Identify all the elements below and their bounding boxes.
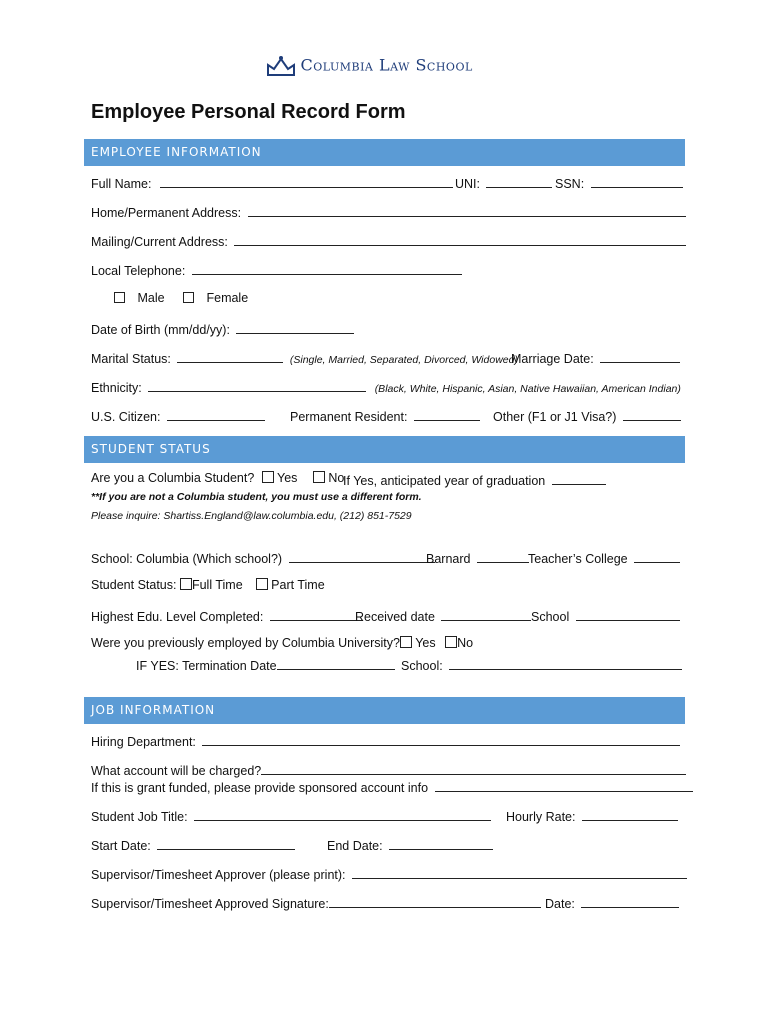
row-termination (136, 656, 395, 673)
row-marriage-date (511, 349, 680, 366)
section-header-employee: EMPLOYEE INFORMATION (84, 139, 685, 166)
part-time-label: Part Time (271, 578, 325, 592)
row-received-date (355, 607, 531, 624)
mailing-address-label: Mailing/Current Address: (91, 235, 228, 249)
section-header-student: STUDENT STATUS (84, 436, 685, 463)
school-label: School: Columbia (Which school?) (91, 552, 283, 566)
prev-employed-label: Were you previously employed by Columbia University? (91, 636, 400, 650)
row-local-telephone (91, 261, 462, 278)
row-prev-employed (91, 636, 473, 650)
full-time-checkbox[interactable] (180, 578, 192, 590)
row-start-date (91, 836, 295, 853)
row-supervisor-sig (91, 894, 541, 911)
row-end-date (327, 836, 493, 853)
row-permanent-resident (290, 407, 480, 424)
marriage-date-field[interactable] (600, 349, 680, 363)
row-teachers-college (528, 549, 680, 566)
account-label: What account will be charged? (91, 764, 262, 778)
crown-icon (265, 55, 297, 79)
row-columbia-student (91, 471, 344, 485)
page-title: Employee Personal Record Form (91, 101, 406, 123)
ethnicity-hint: (Black, White, Hispanic, Asian, Native Hawaiian, American Indian) (374, 383, 681, 395)
row-full-name (91, 174, 453, 191)
gender-male[interactable] (114, 291, 165, 305)
row-barnard (426, 549, 529, 566)
row-sig-date (545, 894, 679, 911)
full-name-label: Full Name: (91, 177, 152, 191)
male-label: Male (137, 291, 165, 305)
highest-edu-label: Highest Edu. Level Completed: (91, 610, 264, 624)
supervisor-print-label: Supervisor/Timesheet Approver (please print): (91, 868, 346, 882)
student-yes-checkbox[interactable] (262, 471, 274, 483)
female-label: Female (206, 291, 249, 305)
other-visa-field[interactable] (623, 407, 681, 421)
grad-year-field[interactable] (552, 471, 606, 485)
uni-label: UNI: (455, 177, 480, 191)
logo-text: Columbia Law School (300, 55, 473, 75)
received-date-label: Received date (355, 610, 435, 624)
row-hiring-dept (91, 732, 680, 749)
hiring-dept-field[interactable] (202, 732, 680, 746)
row-other-visa (493, 407, 681, 424)
ethnicity-label: Ethnicity: (91, 381, 142, 395)
student-no-checkbox[interactable] (313, 471, 325, 483)
termination-label: IF YES: Termination Date (136, 659, 277, 673)
teachers-college-label: Teacher’s College (528, 552, 628, 566)
uni-field[interactable] (486, 174, 552, 188)
account-field[interactable] (261, 761, 686, 775)
home-address-label: Home/Permanent Address: (91, 206, 242, 220)
sig-date-field[interactable] (581, 894, 679, 908)
mailing-address-field[interactable] (234, 232, 686, 246)
received-date-field[interactable] (441, 607, 531, 621)
job-title-label: Student Job Title: (91, 810, 188, 824)
us-citizen-label: U.S. Citizen: (91, 410, 161, 424)
supervisor-print-field[interactable] (352, 865, 687, 879)
row-grant (91, 778, 693, 795)
sig-date-label: Date: (545, 897, 575, 911)
school-field[interactable] (289, 549, 435, 563)
prev-no-checkbox[interactable] (445, 636, 457, 648)
grad-year-label: If Yes, anticipated year of graduation (343, 474, 546, 488)
row-us-citizen (91, 407, 265, 424)
permanent-resident-label: Permanent Resident: (290, 410, 408, 424)
end-date-field[interactable] (389, 836, 493, 850)
home-address-field[interactable] (248, 203, 686, 217)
ssn-field[interactable] (591, 174, 683, 188)
student-yes-label: Yes (277, 471, 298, 485)
full-time-label: Full Time (191, 578, 243, 592)
marital-status-field[interactable] (177, 349, 283, 363)
other-visa-label: Other (F1 or J1 Visa?) (493, 410, 617, 424)
us-citizen-field[interactable] (167, 407, 265, 421)
section-header-job: JOB INFORMATION (84, 697, 685, 724)
end-date-label: End Date: (327, 839, 383, 853)
marriage-date-label: Marriage Date: (511, 352, 594, 366)
full-name-field[interactable] (160, 174, 453, 188)
grant-label: If this is grant funded, please provide sponsored account info (91, 781, 429, 795)
teachers-college-field[interactable] (634, 549, 680, 563)
row-school3 (401, 656, 682, 673)
row-hourly-rate (506, 807, 678, 824)
row-dob (91, 320, 354, 337)
school2-label: School (531, 610, 570, 624)
row-uni (455, 174, 552, 191)
supervisor-sig-field[interactable] (329, 894, 541, 908)
row-account (91, 761, 686, 778)
female-checkbox[interactable] (183, 292, 194, 303)
prev-yes-checkbox[interactable] (400, 636, 412, 648)
row-marital-status (91, 349, 518, 366)
ethnicity-field[interactable] (148, 378, 366, 392)
row-ethnicity (91, 378, 681, 395)
row-highest-edu (91, 607, 363, 624)
student-inquire: Please inquire: Shartiss.England@law.columbia.edu, (212) 851-7529 (91, 510, 412, 522)
student-note: **If you are not a Columbia student, you must use a different form. (91, 491, 422, 503)
row-school (91, 549, 435, 566)
student-status-label: Student Status: (91, 578, 177, 592)
school3-field[interactable] (449, 656, 682, 670)
local-telephone-field[interactable] (192, 261, 462, 275)
gender-female[interactable] (183, 291, 248, 305)
barnard-field[interactable] (477, 549, 529, 563)
start-date-field[interactable] (157, 836, 295, 850)
hourly-rate-label: Hourly Rate: (506, 810, 576, 824)
row-ssn (555, 174, 683, 191)
permanent-resident-field[interactable] (414, 407, 480, 421)
prev-yes-label: Yes (415, 636, 436, 650)
school2-field[interactable] (576, 607, 680, 621)
school3-label: School: (401, 659, 443, 673)
logo (265, 55, 473, 79)
columbia-student-label: Are you a Columbia Student? (91, 471, 255, 485)
dob-label: Date of Birth (mm/dd/yy): (91, 323, 230, 337)
start-date-label: Start Date: (91, 839, 151, 853)
row-grad-year (343, 471, 606, 488)
hourly-rate-field[interactable] (582, 807, 678, 821)
student-no-label: No (328, 471, 345, 485)
termination-field[interactable] (277, 656, 395, 670)
job-title-field[interactable] (194, 807, 491, 821)
marital-hint: (Single, Married, Separated, Divorced, Widowed) (289, 354, 518, 366)
ssn-label: SSN: (555, 177, 585, 191)
hiring-dept-label: Hiring Department: (91, 735, 196, 749)
prev-no-label: No (457, 636, 474, 650)
part-time-checkbox[interactable] (256, 578, 268, 590)
row-mailing-address (91, 232, 686, 249)
row-job-title (91, 807, 491, 824)
highest-edu-field[interactable] (270, 607, 363, 621)
barnard-label: Barnard (426, 552, 471, 566)
supervisor-sig-label: Supervisor/Timesheet Approved Signature: (91, 897, 329, 911)
row-student-status (91, 578, 325, 592)
row-home-address (91, 203, 686, 220)
row-supervisor-print (91, 865, 687, 882)
row-school2 (531, 607, 680, 624)
grant-field[interactable] (435, 778, 693, 792)
dob-field[interactable] (236, 320, 354, 334)
male-checkbox[interactable] (114, 292, 125, 303)
marital-status-label: Marital Status: (91, 352, 171, 366)
local-telephone-label: Local Telephone: (91, 264, 186, 278)
